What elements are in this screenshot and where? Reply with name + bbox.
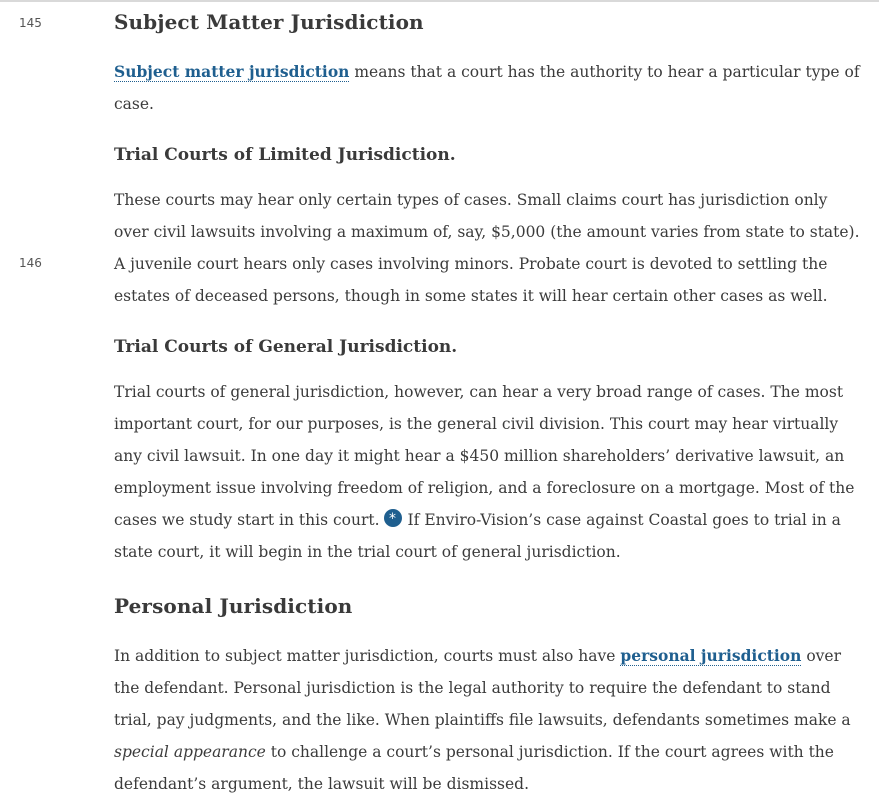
- paragraph-line: [114, 56, 860, 88]
- paragraph-line: trial, pay judgments, and the like. When plaintiffs file lawsuits, defendants sometimes make a: [114, 711, 851, 729]
- paragraph-line: employment issue involving freedom of religion, and a foreclosure on a mortgage. Most of the: [114, 479, 855, 497]
- paragraph-line: over civil lawsuits involving a maximum of, say, $5,000 (the amount varies from state to state).: [114, 223, 860, 241]
- glossary-link-subject-matter-jurisdiction[interactable]: Subject matter jurisdiction: [114, 62, 350, 81]
- page-number: 146: [19, 256, 42, 270]
- text-span: means that a court has the authority to hear a particular type of: [349, 63, 860, 81]
- text-span: cases we study start in this court.: [114, 511, 380, 529]
- section-heading-subject-matter: Subject Matter Jurisdiction: [114, 10, 424, 34]
- top-border: [0, 0, 879, 2]
- paragraph-line: estates of deceased persons, though in some states it will hear certain other cases as well.: [114, 287, 828, 305]
- paragraph-line: A juvenile court hears only cases involving minors. Probate court is devoted to settling the: [114, 255, 828, 273]
- paragraph-line: the defendant. Personal jurisdiction is the legal authority to require the defendant to stand: [114, 679, 831, 697]
- paragraph-line: These courts may hear only certain types of cases. Small claims court has jurisdiction only: [114, 191, 828, 209]
- paragraph-line: case.: [114, 95, 154, 113]
- paragraph-line: state court, it will begin in the trial court of general jurisdiction.: [114, 543, 621, 561]
- paragraph-line: any civil lawsuit. In one day it might hear a $450 million shareholders’ derivative lawsuit, an: [114, 447, 845, 465]
- paragraph-line: defendant’s argument, the lawsuit will be dismissed.: [114, 775, 529, 793]
- paragraph-line: [114, 504, 854, 536]
- subheading-limited-jurisdiction: Trial Courts of Limited Jurisdiction.: [114, 145, 456, 165]
- text-span: over: [801, 647, 842, 665]
- text-span: In addition to subject matter jurisdiction, courts must also have: [114, 647, 621, 665]
- paragraph-subject-matter: [114, 56, 860, 120]
- paragraph-personal-jurisdiction: [114, 640, 851, 800]
- subheading-general-jurisdiction: Trial Courts of General Jurisdiction.: [114, 337, 458, 357]
- paragraph-line: Trial courts of general jurisdiction, however, can hear a very broad range of cases. The most: [114, 383, 844, 401]
- text-span: If Enviro-Vision’s case against Coastal goes to trial in a: [407, 511, 841, 529]
- paragraph-line: [114, 640, 851, 672]
- glossary-link-personal-jurisdiction[interactable]: personal jurisdiction: [620, 646, 802, 665]
- asterisk-icon[interactable]: *: [384, 509, 402, 527]
- paragraph-line: [114, 736, 851, 768]
- paragraph-general-jurisdiction: [114, 376, 854, 568]
- section-heading-personal-jurisdiction: Personal Jurisdiction: [114, 594, 353, 618]
- paragraph-limited-jurisdiction: [114, 184, 860, 312]
- page-number: 145: [19, 16, 42, 30]
- emphasis-term: special appearance: [114, 743, 266, 761]
- text-span: to challenge a court’s personal jurisdiction. If the court agrees with the: [265, 743, 834, 761]
- paragraph-line: important court, for our purposes, is the general civil division. This court may hear virtually: [114, 415, 839, 433]
